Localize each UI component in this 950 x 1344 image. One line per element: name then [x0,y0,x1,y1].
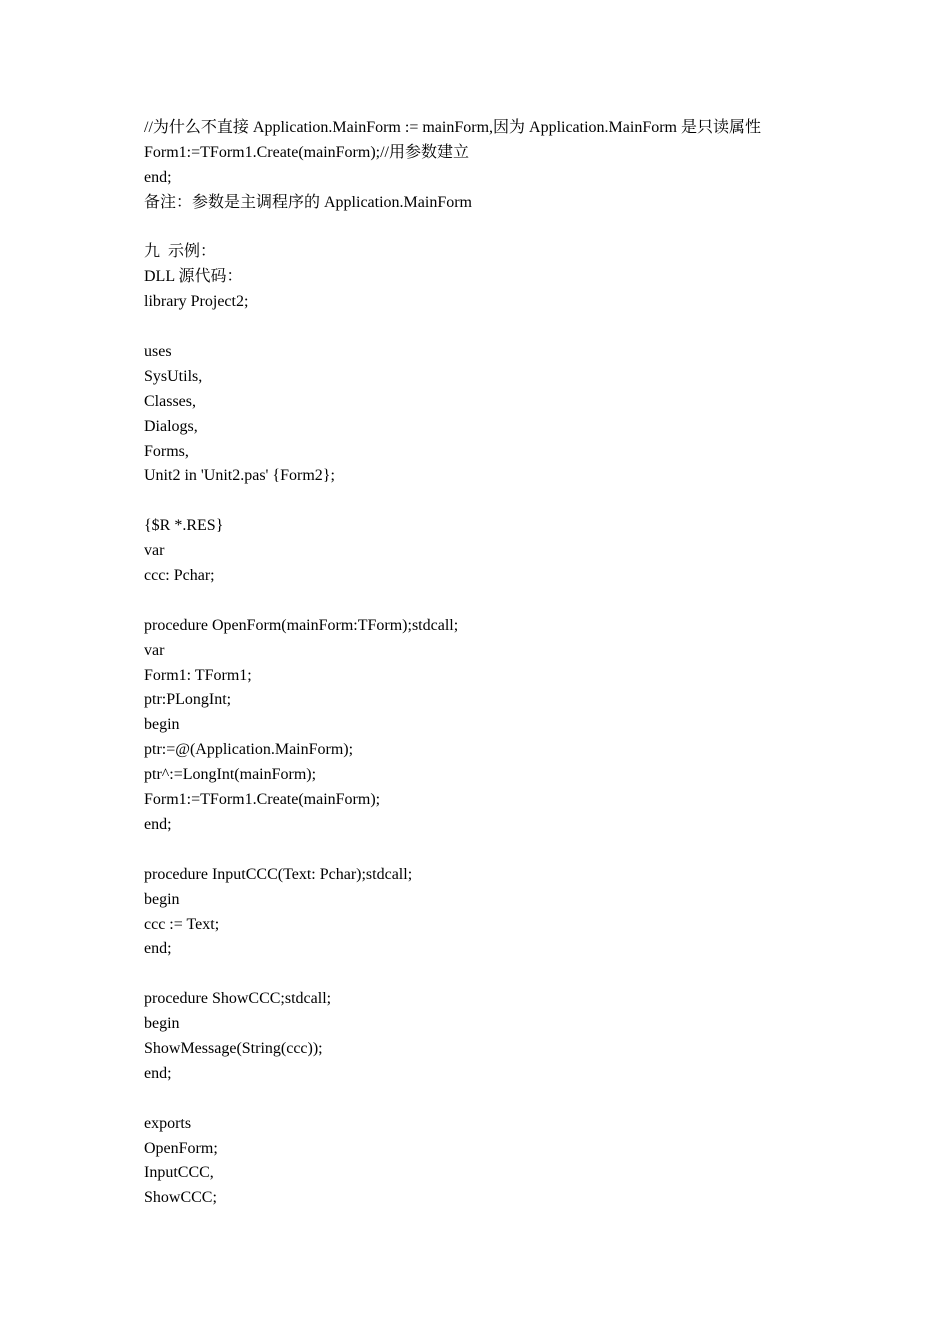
code-line: Dialogs, [144,417,198,435]
code-line: library Project2; [144,293,249,311]
code-line: begin [144,890,180,908]
code-line: ptr:PLongInt; [144,691,232,709]
text-line: //为什么不直接 Application.MainForm := mainForm,因为 Application.MainForm 是只读属性 [144,119,761,136]
code-line: ptr^:=LongInt(mainForm); [144,766,317,784]
blank-line [144,589,844,614]
blank-line [144,1087,844,1112]
code-line: Form1: TForm1; [144,666,252,684]
blank-line [144,838,844,863]
blank-line [144,216,844,241]
code-line: end; [144,1064,172,1082]
blank-line [144,962,844,987]
code-line: var [144,542,165,560]
code-line: exports [144,1114,192,1132]
code-line: {$R *.RES} [144,517,224,535]
code-line: var [144,641,165,659]
code-line: procedure OpenForm(mainForm:TForm);stdcall; [144,616,459,634]
code-line: Classes, [144,392,196,410]
code-line: Form1:=TForm1.Create(mainForm);//用参数建立 [144,143,469,161]
document-body [144,116,844,1211]
code-line: ShowMessage(String(ccc)); [144,1039,323,1057]
blank-line [144,315,844,340]
blank-line [144,489,844,514]
code-line: procedure ShowCCC;stdcall; [144,990,332,1008]
code-line: ccc: Pchar; [144,567,215,585]
code-line: SysUtils, [144,367,203,385]
code-line: InputCCC, [144,1164,214,1182]
code-line: ccc := Text; [144,915,220,933]
code-line: end; [144,940,172,958]
code-line: OpenForm; [144,1139,218,1157]
text-line: 备注：参数是主调程序的 Application.MainForm [144,193,472,211]
code-line: ptr:=@(Application.MainForm); [144,741,354,759]
code-line: begin [144,1015,180,1033]
code-line: Form1:=TForm1.Create(mainForm); [144,791,381,809]
code-line: ShowCCC; [144,1189,217,1207]
code-line: end; [144,168,172,186]
code-line: Forms, [144,442,189,460]
text-line: DLL 源代码： [144,268,243,286]
code-line: procedure InputCCC(Text: Pchar);stdcall; [144,865,413,883]
code-line: end; [144,815,172,833]
code-line: begin [144,716,180,734]
section-heading: 九 示例： [144,243,217,261]
code-line: uses [144,343,172,361]
code-line: Unit2 in 'Unit2.pas' {Form2}; [144,467,335,485]
